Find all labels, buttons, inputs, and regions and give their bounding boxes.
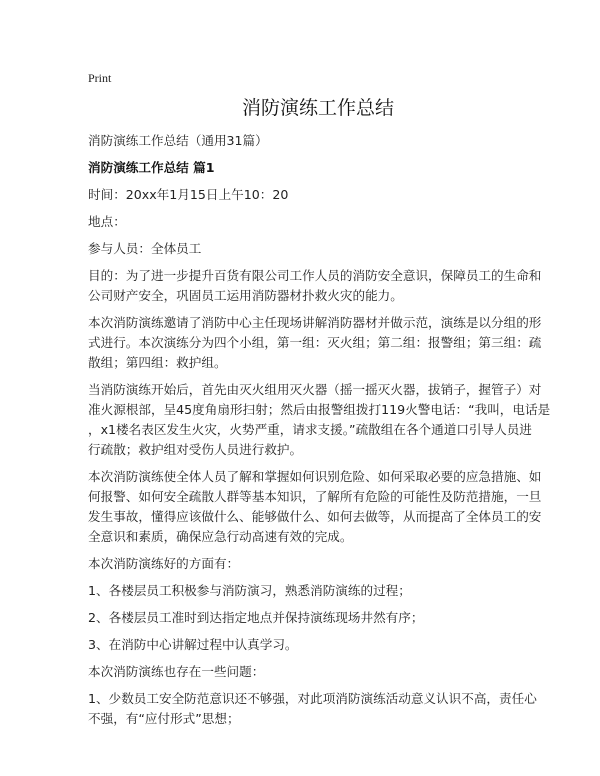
paragraph [88,185,548,205]
paragraph-line: 2、各楼层员工准时到达指定地点并保持演练现场井然有序； [88,610,424,625]
paragraph-line: 本次消防演练使全体人员了解和掌握如何识别危险、如何采取必要的应急措施、如 [88,469,542,484]
document-body [88,185,551,729]
paragraph-line: 3、在消防中心讲解过程中认真学习。 [88,637,298,652]
paragraph-line: 本次消防演练好的方面有： [88,556,240,571]
paragraph-line: 不强，有“应付形式”思想； [88,711,240,726]
paragraph-line: 时间：20xx年1月15日上午10：20 [88,187,289,202]
paragraph [88,239,548,259]
paragraph [88,608,548,628]
paragraph [88,662,548,682]
paragraph [88,212,548,232]
paragraph-line: 目的：为了进一步提升百货有限公司工作人员的消防安全意识，保障员工的生命和 [88,268,542,283]
document-title: 消防演练工作总结 [241,97,394,119]
paragraph-line: 何报警、如何安全疏散人群等基本知识，了解所有危险的可能性及防范措施，一旦 [88,489,542,504]
print-label: Print [88,71,112,85]
section-heading: 消防演练工作总结 篇1 [88,160,215,175]
paragraph-line: 1、各楼层员工积极参与消防演习，熟悉消防演练的过程； [88,583,411,598]
paragraph-line: 本次消防演练也存在一些问题： [88,664,265,679]
paragraph-line: 当消防演练开始后，首先由灭火组用灭火器（摇一摇灭火器，拔销子，握管子）对 [88,382,542,397]
paragraph-line: 发生事故，懂得应该做什么、能够做什么、如何去做等，从而提高了全体员工的安 [88,509,542,524]
paragraph-line: 全意识和素质，确保应急行动高速有效的完成。 [88,529,353,544]
paragraph [88,266,548,306]
paragraph-line: 本次消防演练邀请了消防中心主任现场讲解消防器材并做示范，演练是以分组的形 [88,315,542,330]
paragraph-line: 地点： [88,214,126,229]
paragraph [88,380,551,460]
paragraph [88,635,548,655]
paragraph-line: 散组；第四组：救护组。 [88,355,227,370]
paragraph-line: 参与人员：全体员工 [88,241,202,256]
document-page [88,68,551,736]
paragraph [88,313,548,373]
paragraph-line: 式进行。本次演练分为四个小组，第一组：灭火组；第二组：报警组；第三组：疏 [88,335,542,350]
paragraph [88,689,548,729]
paragraph-line: 公司财产安全，巩固员工运用消防器材扑救火灾的能力。 [88,288,403,303]
document-subtitle: 消防演练工作总结（通用31篇） [88,133,268,148]
paragraph [88,554,548,574]
paragraph-line: 准火源根部，呈45度角扇形扫射；然后由报警组拨打119火警电话：“我叫，电话是 [88,402,551,417]
paragraph-line: 行疏散；救护组对受伤人员进行救护。 [88,442,303,457]
paragraph-line: 1、少数员工安全防范意识还不够强，对此项消防演练活动意义认识不高，责任心 [88,691,537,706]
paragraph [88,581,548,601]
paragraph-line: ，x1楼名表区发生火灾，火势严重，请求支援。”疏散组在各个通道口引导人员进 [88,422,532,437]
paragraph [88,467,548,547]
